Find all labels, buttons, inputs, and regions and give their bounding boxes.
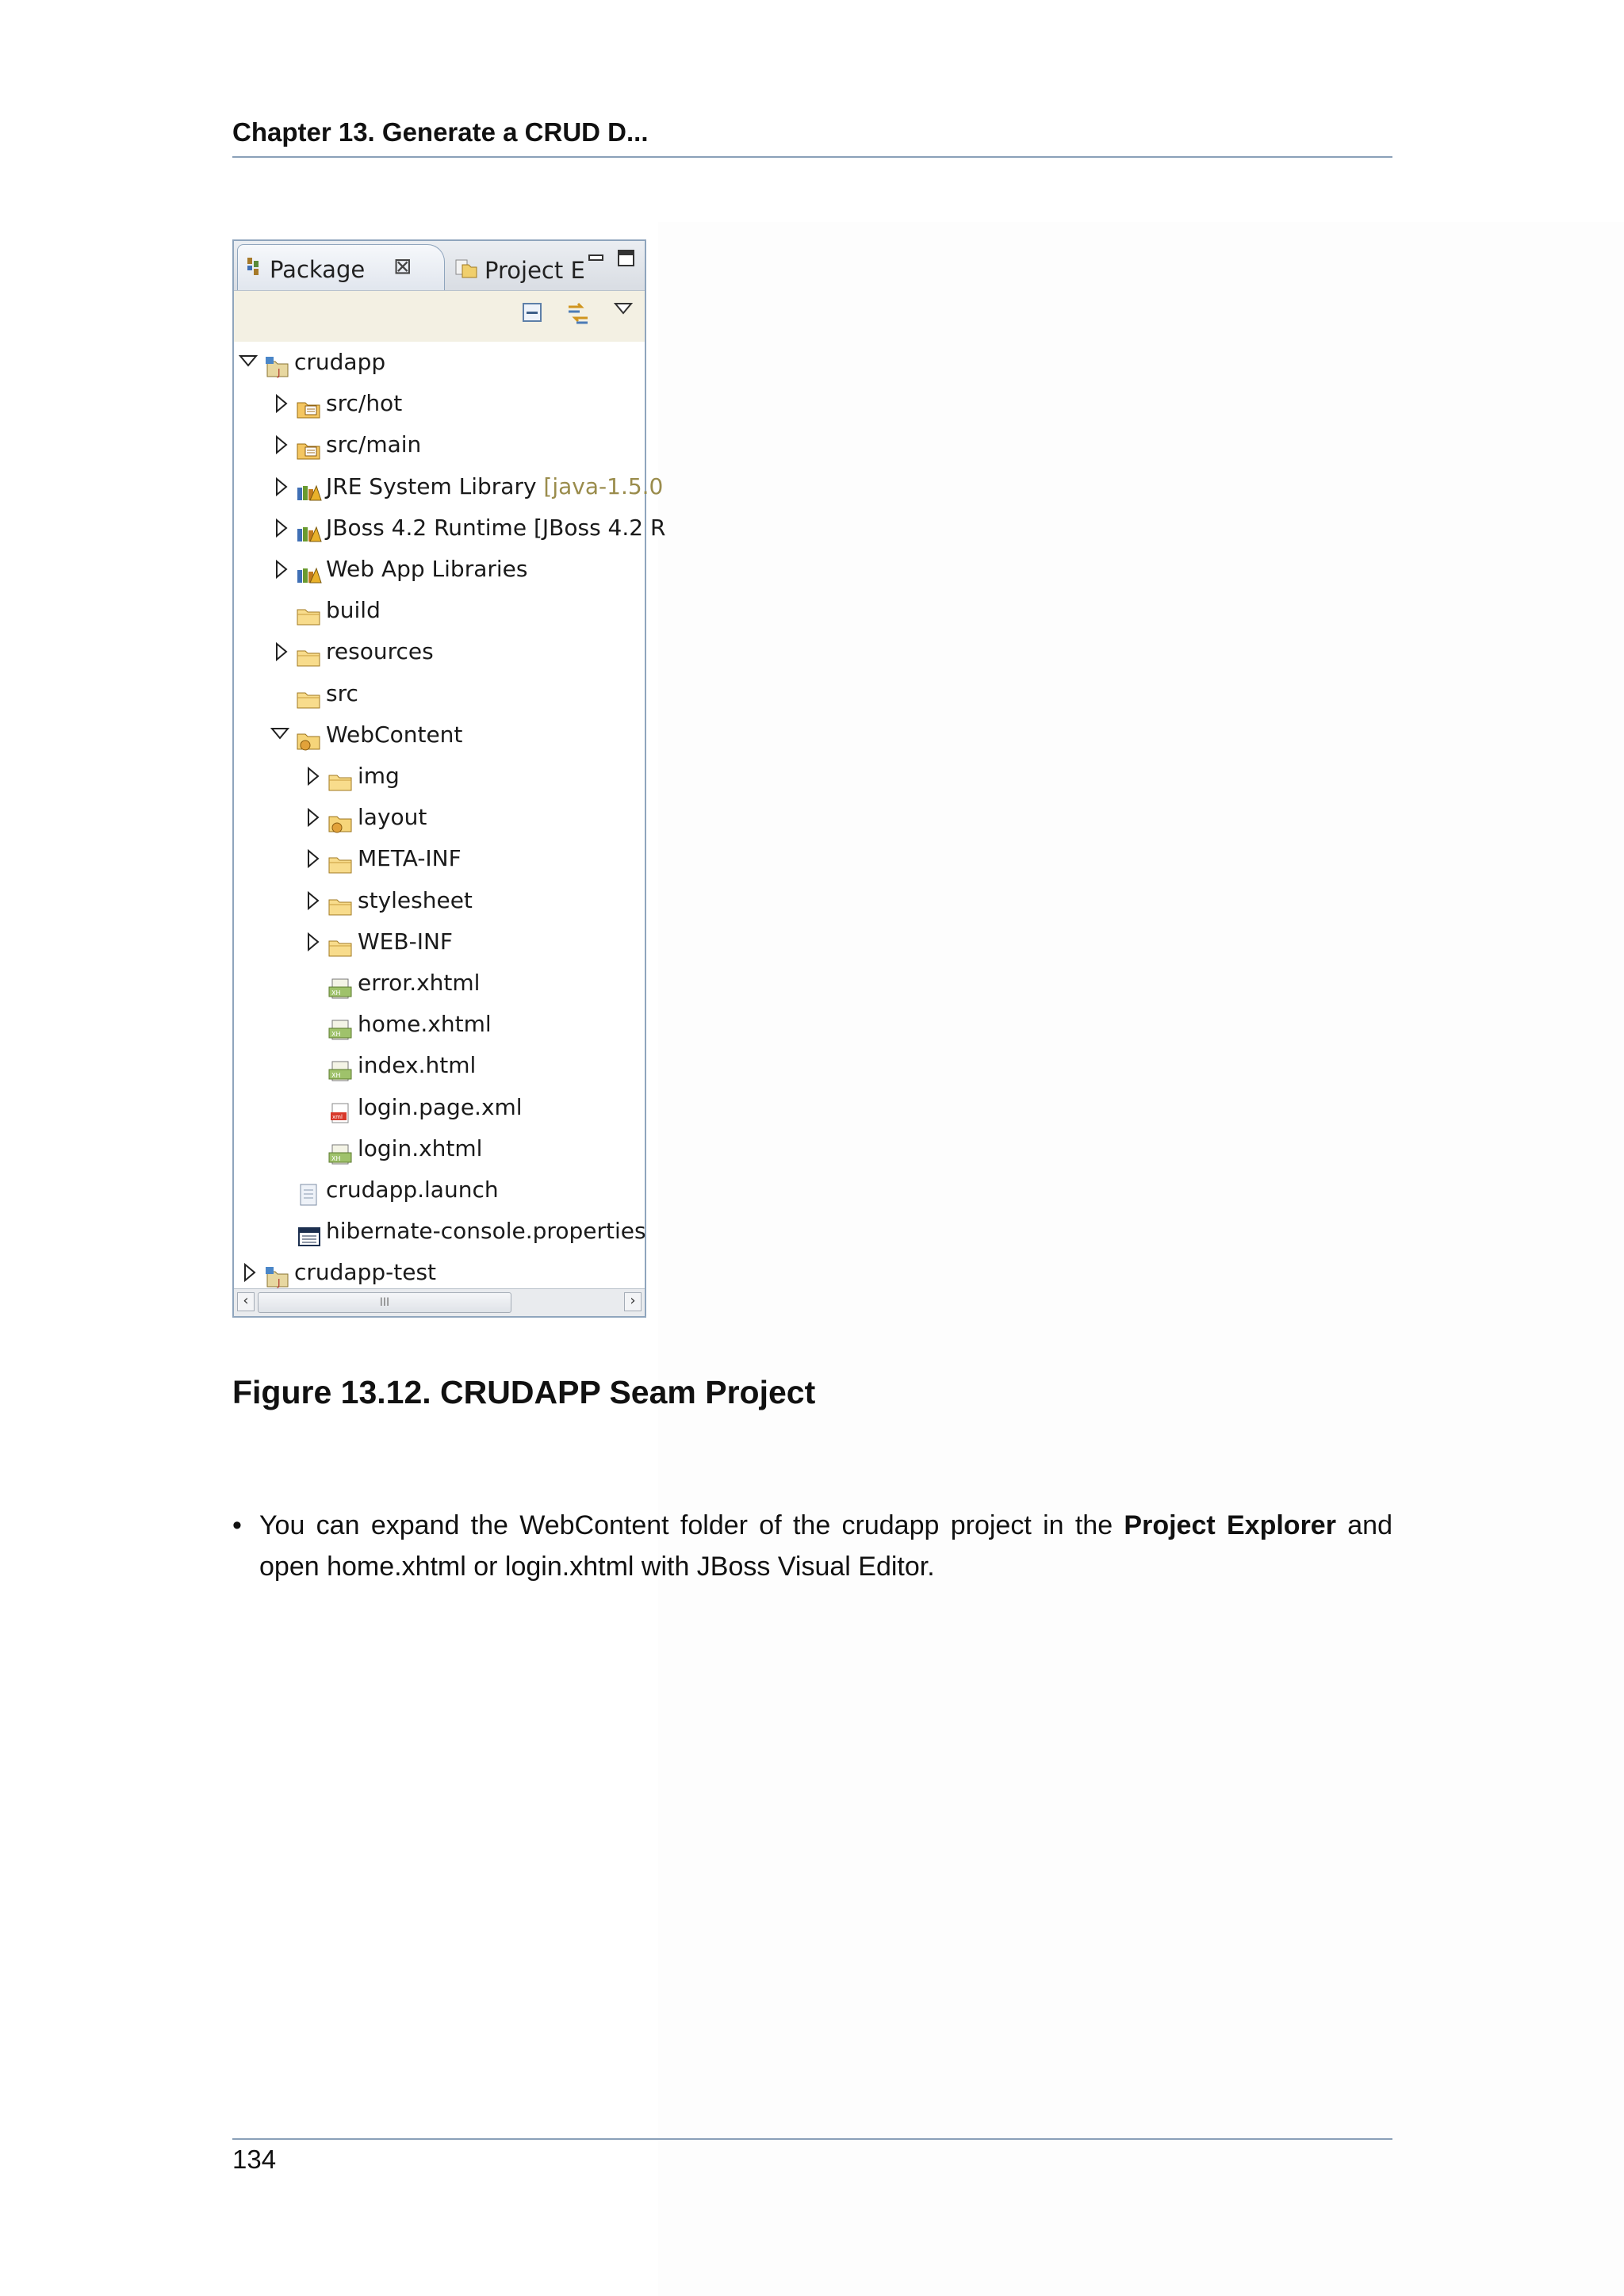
project-explorer-term: Project Explorer bbox=[1124, 1510, 1336, 1540]
tree-item[interactable] bbox=[234, 962, 645, 1004]
tree-item-label: META-INF bbox=[358, 845, 462, 871]
tree-item-label: error.xhtml bbox=[358, 970, 481, 996]
tree-item-label: login.page.xml bbox=[358, 1094, 523, 1120]
tab-package-label: Package bbox=[270, 256, 366, 283]
bullet-symbol: • bbox=[232, 1510, 242, 1540]
tree-item[interactable] bbox=[234, 342, 645, 383]
tree-item-label: crudapp-test bbox=[294, 1259, 437, 1285]
collapse-all-icon[interactable] bbox=[520, 300, 544, 324]
tree-item-label: JBoss 4.2 Runtime [JBoss 4.2 R bbox=[326, 515, 666, 541]
tree-item[interactable] bbox=[234, 631, 645, 672]
tree-item-label: crudapp bbox=[294, 349, 386, 375]
bullet-text-start: You can expand the WebContent folder of the crudapp project in the bbox=[259, 1510, 1124, 1540]
page-number: 134 bbox=[232, 2145, 277, 2174]
scroll-left-arrow-icon[interactable]: ‹ bbox=[237, 1292, 255, 1311]
page-background bbox=[658, 222, 1624, 2296]
tree-item-label: login.xhtml bbox=[358, 1135, 483, 1161]
collapsed-triangle-icon[interactable] bbox=[305, 932, 321, 951]
tree-item-label: build bbox=[326, 597, 381, 623]
collapsed-triangle-icon[interactable] bbox=[274, 394, 289, 413]
tree-item-label: home.xhtml bbox=[358, 1011, 492, 1037]
tree-item[interactable] bbox=[234, 1211, 645, 1252]
tree-item[interactable] bbox=[234, 466, 664, 507]
maximize-icon[interactable] bbox=[617, 249, 634, 268]
tree-item[interactable] bbox=[234, 590, 645, 631]
tree-item[interactable] bbox=[234, 424, 645, 465]
collapsed-triangle-icon[interactable] bbox=[274, 519, 289, 538]
scroll-right-arrow-icon[interactable]: › bbox=[624, 1292, 642, 1311]
tree-item[interactable] bbox=[234, 1004, 645, 1045]
collapsed-triangle-icon[interactable] bbox=[305, 849, 321, 868]
tree-item[interactable] bbox=[234, 1128, 645, 1169]
tab-package-explorer[interactable] bbox=[237, 244, 445, 290]
tree-item-decoration: [java-1.5.0 bbox=[536, 473, 664, 499]
svg-text:XH: XH bbox=[331, 1155, 341, 1162]
tree-item[interactable] bbox=[234, 1169, 645, 1211]
tree-item-label: JRE System Library [java-1.5.0 bbox=[326, 473, 664, 499]
view-tab-bar bbox=[234, 241, 645, 291]
scroll-thumb[interactable]: III bbox=[258, 1292, 511, 1313]
tree-item[interactable] bbox=[234, 756, 645, 797]
project-tree bbox=[234, 342, 666, 1288]
tree-item[interactable] bbox=[234, 1045, 645, 1086]
running-header: Chapter 13. Generate a CRUD D... bbox=[232, 117, 649, 147]
tree-item[interactable] bbox=[234, 921, 645, 962]
tree-item[interactable] bbox=[234, 797, 645, 838]
view-menu-chevron-down-icon[interactable] bbox=[613, 300, 634, 318]
tree-item-label: img bbox=[358, 763, 400, 789]
collapsed-triangle-icon[interactable] bbox=[242, 1263, 258, 1282]
link-with-editor-icon[interactable] bbox=[564, 299, 592, 327]
tree-item-label: crudapp.launch bbox=[326, 1177, 499, 1203]
tree-item[interactable] bbox=[234, 838, 645, 879]
collapsed-triangle-icon[interactable] bbox=[305, 808, 321, 827]
tree-item-label: WebContent bbox=[326, 721, 463, 748]
tree-item-label: src/main bbox=[326, 431, 422, 457]
tree-item[interactable] bbox=[234, 1087, 645, 1128]
view-toolbar bbox=[234, 291, 645, 342]
tree-item[interactable] bbox=[234, 549, 645, 590]
tree-item-label: layout bbox=[358, 804, 427, 830]
bullet-text bbox=[259, 1505, 1392, 1587]
tree-item[interactable] bbox=[234, 507, 666, 549]
package-explorer-icon bbox=[246, 256, 260, 278]
header-rule bbox=[232, 156, 1392, 158]
package-explorer-panel bbox=[232, 239, 666, 1318]
horizontal-scrollbar[interactable] bbox=[234, 1288, 645, 1316]
collapsed-triangle-icon[interactable] bbox=[305, 767, 321, 786]
tree-item-label: hibernate-console.properties bbox=[326, 1218, 646, 1244]
collapsed-triangle-icon[interactable] bbox=[274, 435, 289, 454]
tree-item[interactable] bbox=[234, 714, 645, 756]
svg-text:XH: XH bbox=[331, 989, 341, 997]
svg-text:J: J bbox=[278, 367, 281, 378]
collapsed-triangle-icon[interactable] bbox=[274, 642, 289, 661]
close-icon[interactable]: ⊠ bbox=[393, 253, 412, 279]
tree-item-label: Web App Libraries bbox=[326, 556, 528, 582]
tree-item-label: WEB-INF bbox=[358, 928, 453, 955]
tree-item[interactable] bbox=[234, 673, 645, 714]
tree-item[interactable] bbox=[234, 880, 645, 921]
svg-text:XH: XH bbox=[331, 1031, 341, 1038]
tab-project-label: Project E bbox=[485, 257, 585, 284]
collapsed-triangle-icon[interactable] bbox=[274, 560, 289, 579]
svg-text:xml: xml bbox=[332, 1114, 343, 1120]
minimize-icon[interactable] bbox=[588, 251, 605, 266]
expanded-triangle-icon[interactable] bbox=[239, 353, 258, 370]
collapsed-triangle-icon[interactable] bbox=[274, 477, 289, 496]
project-explorer-icon bbox=[454, 257, 478, 281]
tree-item-label: src/hot bbox=[326, 390, 403, 416]
svg-text:XH: XH bbox=[331, 1072, 341, 1079]
tree-item[interactable] bbox=[234, 1252, 645, 1293]
tree-item-label: resources bbox=[326, 638, 434, 664]
tab-project-explorer[interactable] bbox=[439, 246, 611, 290]
tree-item-label: src bbox=[326, 680, 358, 706]
tree-item-label: stylesheet bbox=[358, 887, 473, 913]
svg-text:J: J bbox=[278, 1277, 281, 1288]
expanded-triangle-icon[interactable] bbox=[270, 725, 289, 743]
tree-item[interactable] bbox=[234, 383, 645, 424]
collapsed-triangle-icon[interactable] bbox=[305, 891, 321, 910]
tree-item-label: index.html bbox=[358, 1052, 477, 1078]
figure-caption: Figure 13.12. CRUDAPP Seam Project bbox=[232, 1374, 816, 1410]
footer-rule bbox=[232, 2138, 1392, 2140]
bullet-text-end: and open home.xhtml or login.xhtml with JBoss Visual Editor. bbox=[259, 1510, 1392, 1582]
